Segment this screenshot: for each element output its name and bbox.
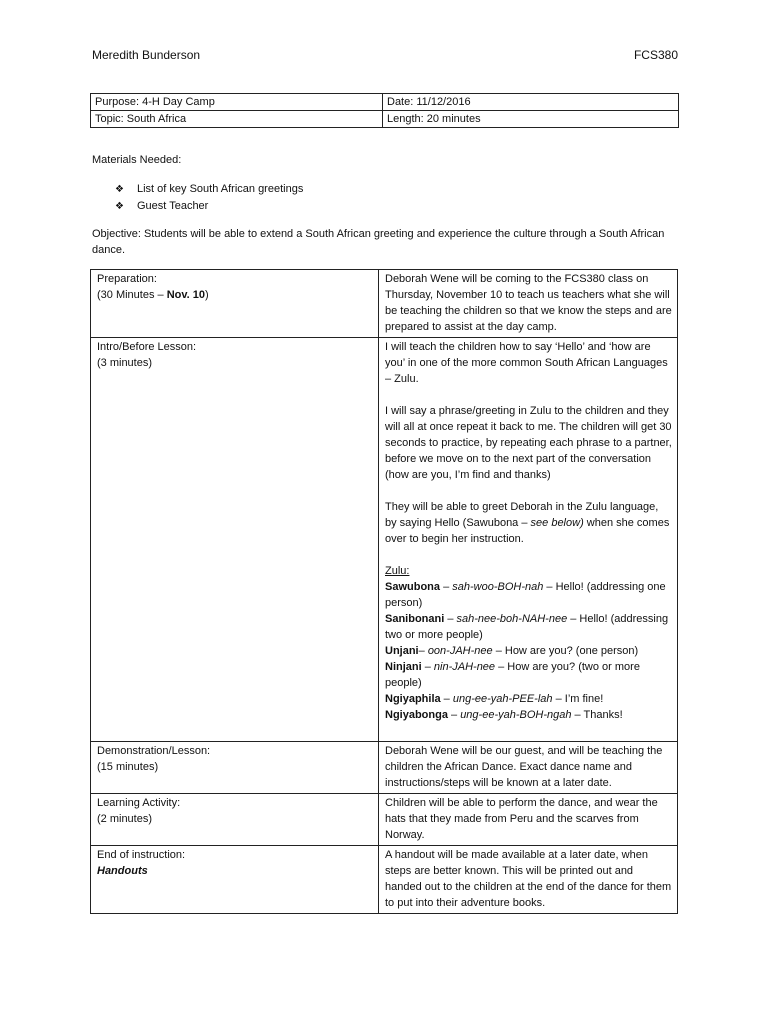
vocab-word: Ninjani	[385, 661, 422, 673]
date-cell: Date: 11/12/2016	[383, 94, 679, 111]
course-code: FCS380	[633, 48, 678, 62]
vocab-sep: –	[421, 661, 434, 673]
vocab-sep: –	[447, 709, 461, 721]
vocab-sep: –	[418, 645, 428, 657]
vocab-entry	[385, 707, 672, 723]
vocab-entry	[385, 659, 672, 691]
intro-paragraph: I will say a phrase/greeting in Zulu to the children and they will all at once repeat it back to me. The children will get 30 seconds to practice, by repeating each phrase to a partner, before we move on to the next part of the conversation (how are you, I’m find and thanks)	[385, 405, 672, 481]
table-row	[91, 846, 678, 914]
section-time	[97, 287, 373, 303]
vocab-pronunciation: oon-JAH-nee	[427, 645, 493, 657]
length-cell: Length: 20 minutes	[383, 111, 679, 128]
intro-label-cell	[91, 338, 379, 742]
lesson-info-table	[90, 93, 679, 128]
end-label-cell	[91, 846, 379, 914]
table-row	[91, 742, 678, 794]
text-part: They will be able to greet Deborah in the Zulu language, by saying Hello (Sawubona –	[385, 501, 659, 529]
intro-paragraph	[385, 499, 672, 547]
vocab-meaning: – Hello! (addressing two or more people)	[385, 613, 669, 641]
vocab-sep: –	[440, 581, 453, 593]
purpose-cell: Purpose: 4-H Day Camp	[91, 94, 383, 111]
text-part-italic: see below)	[530, 517, 584, 529]
materials-list	[115, 181, 303, 215]
material-item-text: List of key South African greetings	[137, 183, 304, 195]
section-label: End of instruction:	[97, 849, 186, 861]
vocab-entry	[385, 643, 672, 659]
demonstration-label-cell	[91, 742, 379, 794]
zulu-heading: Zulu:	[385, 565, 410, 577]
section-label: Preparation:	[97, 273, 157, 285]
time-text: (30 Minutes –	[97, 289, 167, 301]
vocab-entry	[385, 579, 672, 611]
section-sub: Handouts	[97, 865, 148, 877]
time-date: Nov. 10	[166, 289, 206, 301]
vocab-pronunciation: sah-woo-BOH-nah	[452, 581, 544, 593]
preparation-content-cell: Deborah Wene will be coming to the FCS380 class on Thursday, November 10 to teach us teachers what she will be teaching the children so that we know the steps and are prepared to assist at the day camp.	[379, 270, 678, 338]
table-row	[91, 270, 678, 338]
table-row	[91, 111, 679, 128]
vocab-meaning: – I’m fine!	[552, 693, 604, 705]
topic-cell: Topic: South Africa	[91, 111, 383, 128]
materials-heading: Materials Needed:	[92, 154, 182, 166]
section-label: Intro/Before Lesson:	[97, 341, 197, 353]
list-item	[115, 181, 303, 197]
vocab-sep: –	[444, 613, 457, 625]
table-row	[91, 794, 678, 846]
section-label: Learning Activity:	[97, 797, 181, 809]
section-time: (15 minutes)	[97, 761, 159, 773]
page-header	[92, 48, 678, 64]
section-time: (3 minutes)	[97, 357, 153, 369]
vocab-meaning: – How are you? (one person)	[492, 645, 639, 657]
vocab-entry	[385, 691, 672, 707]
vocab-word: Sawubona	[385, 581, 441, 593]
activity-label-cell	[91, 794, 379, 846]
diamond-bullet-icon: ❖	[115, 201, 124, 212]
table-row	[91, 338, 678, 742]
vocab-word: Unjani	[385, 645, 419, 657]
activity-content-cell: Children will be able to perform the dance, and wear the hats that they made from Peru and the scarves from Norway.	[379, 794, 678, 846]
vocab-pronunciation: ung-ee-yah-PEE-lah	[452, 693, 553, 705]
vocab-pronunciation: ung-ee-yah-BOH-ngah	[460, 709, 572, 721]
vocab-word: Ngiyaphila	[385, 693, 441, 705]
vocab-meaning: – Hello! (addressing one person)	[385, 581, 666, 609]
vocab-meaning: – Thanks!	[571, 709, 623, 721]
vocab-sep: –	[440, 693, 453, 705]
text-part: when she comes over to begin her instruction.	[385, 517, 670, 545]
vocab-meaning: – How are you? (two or more people)	[385, 661, 640, 689]
intro-content-cell	[379, 338, 678, 742]
end-content-cell: A handout will be made available at a later date, when steps are better known. This will be printed out and handed out to the children at the end of the dance for them to put into their adventure books.	[379, 846, 678, 914]
diamond-bullet-icon: ❖	[115, 184, 124, 195]
list-item	[115, 198, 303, 214]
time-text-end: )	[205, 289, 209, 301]
table-row	[91, 94, 679, 111]
vocab-pronunciation: sah-nee-boh-NAH-nee	[456, 613, 568, 625]
material-item-text: Guest Teacher	[137, 200, 209, 212]
section-label: Demonstration/Lesson:	[97, 745, 211, 757]
author-name: Meredith Bunderson	[92, 48, 201, 62]
intro-paragraph: I will teach the children how to say ‘Hello’ and ‘how are you’ in one of the more common South African Languages – Zulu.	[385, 341, 668, 385]
vocab-entry	[385, 611, 672, 643]
vocab-word: Ngiyabonga	[385, 709, 448, 721]
section-time: (2 minutes)	[97, 813, 153, 825]
lesson-plan-table	[90, 269, 678, 914]
demonstration-content-cell: Deborah Wene will be our guest, and will be teaching the children the African Dance. Exact dance name and instructions/steps will be known at a later date.	[379, 742, 678, 794]
preparation-label-cell	[91, 270, 379, 338]
vocab-pronunciation: nin-JAH-nee	[433, 661, 496, 673]
objective-text: Objective: Students will be able to extend a South African greeting and experience the culture through a South African dance.	[92, 228, 665, 256]
vocab-word: Sanibonani	[385, 613, 445, 625]
